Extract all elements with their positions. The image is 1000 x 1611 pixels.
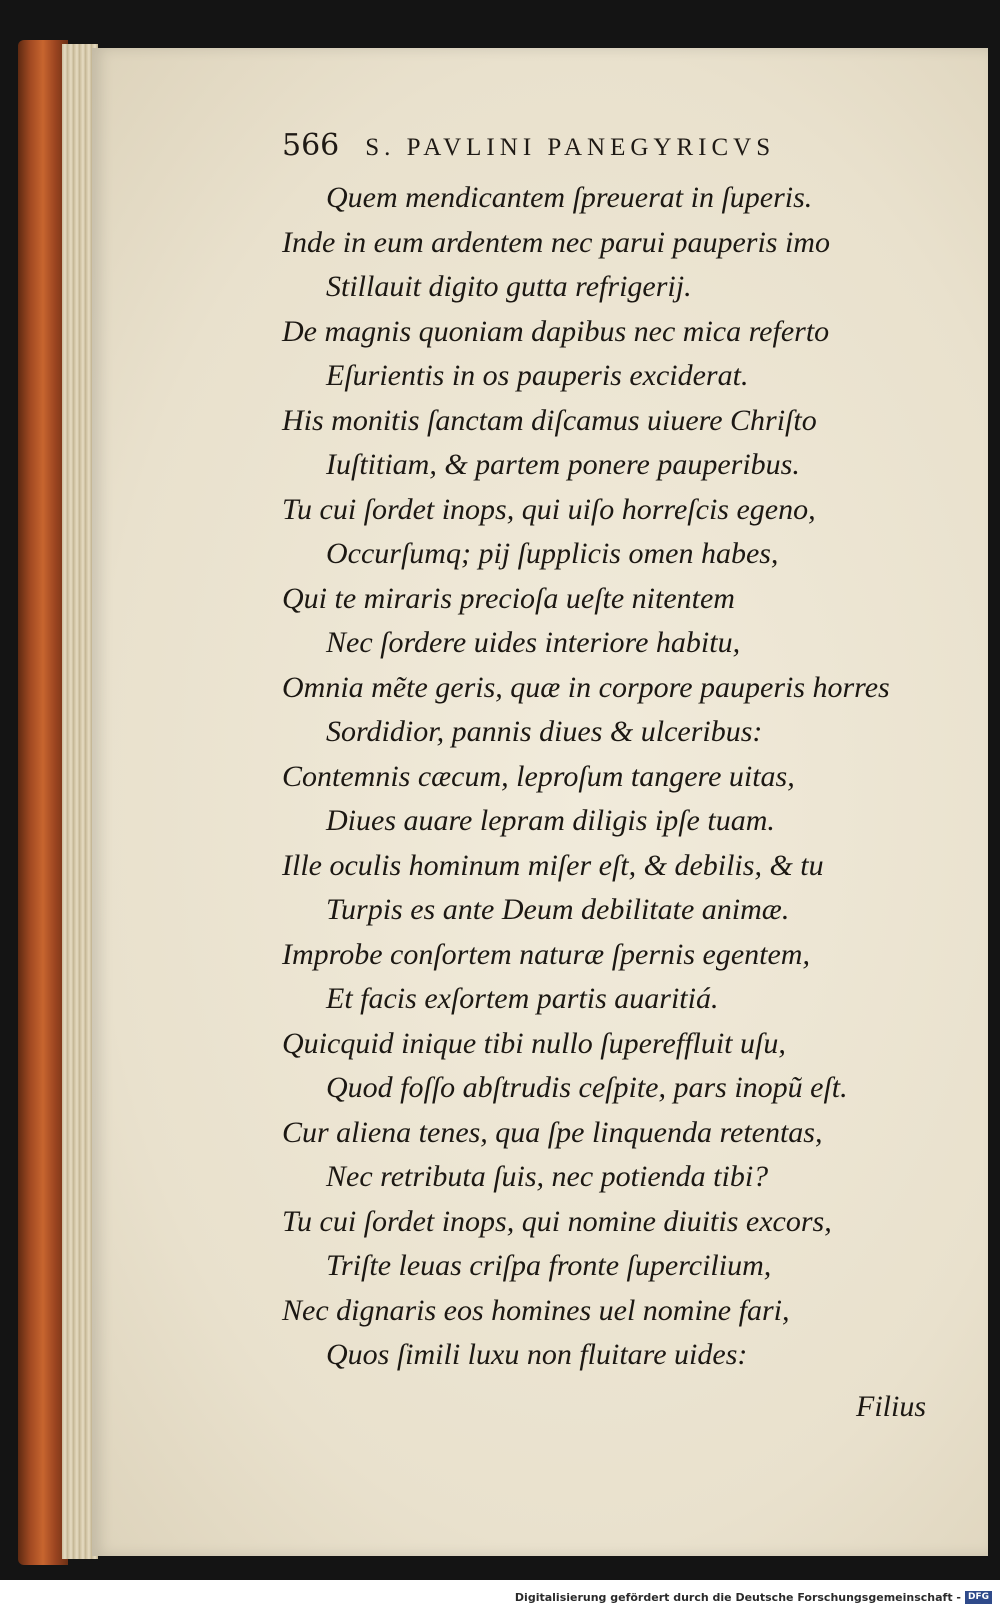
verse-line: Tu cui ſordet inops, qui uiſo horreſcis egeno,: [282, 492, 816, 526]
verse-line: Quem mendicantem ſpreuerat in ſuperis.: [326, 181, 813, 214]
verse-line: Triſte leuas criſpa fronte ſupercilium,: [326, 1249, 772, 1282]
verse-line: Iuſtitiam, & partem ponere pauperibus.: [326, 448, 800, 481]
verse-line: Nec ſordere uides interiore habitu,: [326, 626, 741, 659]
verse-line: Nec dignaris eos homines uel nomine fari,: [282, 1293, 790, 1327]
verse-line: Occurſumq; pij ſupplicis omen habes,: [326, 537, 779, 570]
verse-line: Quos ſimili luxu non fluitare uides:: [326, 1338, 748, 1371]
funding-credit: Digitalisierung gefördert durch die Deutsche Forschungsgemeinschaft -: [514, 1590, 961, 1604]
verse-line: Inde in eum ardentem nec parui pauperis imo: [282, 225, 830, 259]
verse-line: Quicquid inique tibi nullo ſupereffluit uſu,: [282, 1026, 786, 1060]
verse-line: Sordidior, pannis diues & ulceribus:: [326, 715, 763, 748]
verse-line: Cur aliena tenes, qua ſpe linquenda retentas,: [282, 1115, 823, 1149]
dfg-logo: DFG: [965, 1591, 992, 1604]
digitization-footer: [0, 1588, 992, 1606]
verse-line: Diues auare lepram diligis ipſe tuam.: [326, 804, 775, 837]
catchword: Filius: [856, 1390, 927, 1423]
page-number: 566: [282, 128, 340, 163]
verse-line: De magnis quoniam dapibus nec mica referto: [282, 314, 830, 348]
verse-line: Improbe conſortem naturæ ſpernis egentem,: [282, 937, 810, 971]
verse-text: [282, 176, 962, 1378]
running-head: S. PAVLINI PANEGYRICVS: [365, 134, 776, 161]
verse-line: Et facis exſortem partis auaritiá.: [326, 982, 719, 1015]
verse-line: Quod foſſo abſtrudis ceſpite, pars inopũ eſt.: [326, 1071, 848, 1104]
verse-line: Omnia mẽte geris, quæ in corpore pauperis horres: [282, 670, 890, 704]
verse-line: Ille oculis hominum miſer eſt, & debilis, & tu: [282, 848, 824, 882]
book-spine: [18, 40, 68, 1565]
verse-line: Nec retributa ſuis, nec potienda tibi?: [326, 1160, 769, 1193]
verse-line: Eſurientis in os pauperis exciderat.: [326, 359, 749, 392]
verse-line: His monitis ſanctam diſcamus uiuere Chriſto: [282, 403, 817, 437]
verse-line: Turpis es ante Deum debilitate animæ.: [326, 893, 790, 926]
page-header: [282, 128, 912, 172]
verse-line: Tu cui ſordet inops, qui nomine diuitis excors,: [282, 1204, 832, 1238]
verse-line: Qui te miraris precioſa ueſte nitentem: [282, 581, 735, 615]
verse-line: Contemnis cæcum, leproſum tangere uitas,: [282, 759, 795, 793]
verse-line: Stillauit digito gutta refrigerij.: [326, 270, 692, 303]
